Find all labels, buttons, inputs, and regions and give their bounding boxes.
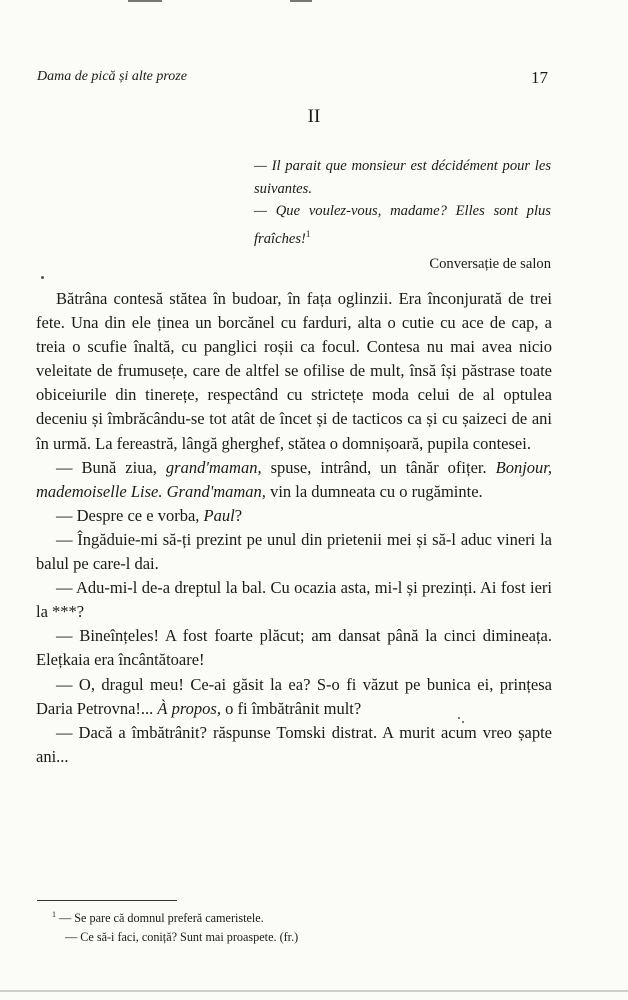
paragraph: — Îngăduie-mi să-ți prezint pe unul din prietenii mei și să-l aduc vineri la balul pe care-l dai.	[36, 529, 552, 574]
paragraph	[36, 504, 552, 528]
paragraph: — Adu-mi-l de-a dreptul la bal. Cu ocazia asta, mi-l și prezinți. Ai fost ieri la ***?	[36, 578, 552, 622]
speck	[462, 721, 464, 723]
paragraph: Bătrâna contesă stătea în budoar, în fața oglinzii. Era înconjurată de trei fete. Una din ele ținea un borcănel cu farduri, alta o cutie cu ace de cap, a treia o scufie înaltă, cu panglici roșii ca focul. Contesa nu mai avea nicio veleitate de frumusețe, care de altfel se ofilise de mult, însă își păstrase toate obiceiurile din tinerețe, respectând cu strictețe moda celui de al optulea deceniu și îmbrăcându-se tot atât de încet și de tacticos ca și cu șaizeci de ani în urmă. La fereastră, lângă gherghef, stătea o domnișoară, pupila contesei.	[36, 289, 552, 453]
text-run: vin la dumneata cu o rugăminte.	[265, 481, 483, 501]
epigraph-source: Conversație de salon	[429, 255, 551, 272]
footnote-line-2: — Ce să-i faci, coniță? Sunt mai proaspete. (fr.)	[65, 930, 299, 945]
paragraph: — Dacă a îmbătrânit? răspunse Tomski distrat. A murit acum vreo șapte ani...	[36, 722, 552, 766]
footnote-mark: 1	[52, 910, 56, 919]
italic-run: Paul	[203, 505, 235, 525]
italic-run: À propos	[157, 698, 217, 718]
footnote-line-1	[52, 905, 472, 928]
text-run: — Bună ziua,	[56, 457, 166, 477]
text-run: — Despre ce e vorba,	[56, 505, 204, 525]
running-head: Dama de pică și alte proze	[37, 69, 187, 84]
text-run: , o fi îmbătrânit mult?	[216, 698, 362, 718]
footnote-rule	[37, 900, 177, 901]
epigraph-footnote-mark: 1	[305, 228, 311, 239]
text-run: ?	[234, 505, 243, 525]
footnote-text: — Se pare că domnul preferă cameristele.	[56, 911, 264, 926]
text-run: — O, dragul meu! Ce-ai găsit la ea? S-o fi văzut pe bunica ei, prințesa Daria Petrovna!...	[36, 674, 552, 718]
text-run: , spuse, intrând, un tânăr ofițer.	[257, 457, 496, 477]
epigraph-line-1: — Il parait que monsieur est décidément pour les suivantes.	[254, 158, 551, 197]
speck	[458, 717, 460, 719]
paragraph	[36, 456, 552, 504]
chapter-number: II	[307, 106, 321, 127]
italic-run: grand'maman	[165, 457, 258, 477]
epigraph	[254, 155, 551, 275]
paragraph	[36, 673, 552, 721]
page-edge	[0, 990, 628, 992]
page-number: 17	[531, 68, 548, 87]
speck	[41, 276, 44, 279]
body-text	[36, 287, 552, 769]
epigraph-line-2	[254, 200, 551, 250]
footnotes	[52, 905, 472, 947]
italic-run: Bonjour, mademoiselle Lise. Grand'maman,	[36, 457, 553, 501]
paragraph: — Bineînțeles! A fost foarte plăcut; am dansat până la cinci dimineața. Elețkaia era încântătoare!	[36, 626, 552, 670]
scan-marks	[120, 0, 320, 3]
epigraph-line-2-text: — Que voulez-vous, madame? Elles sont plus fraîches!	[254, 203, 551, 247]
